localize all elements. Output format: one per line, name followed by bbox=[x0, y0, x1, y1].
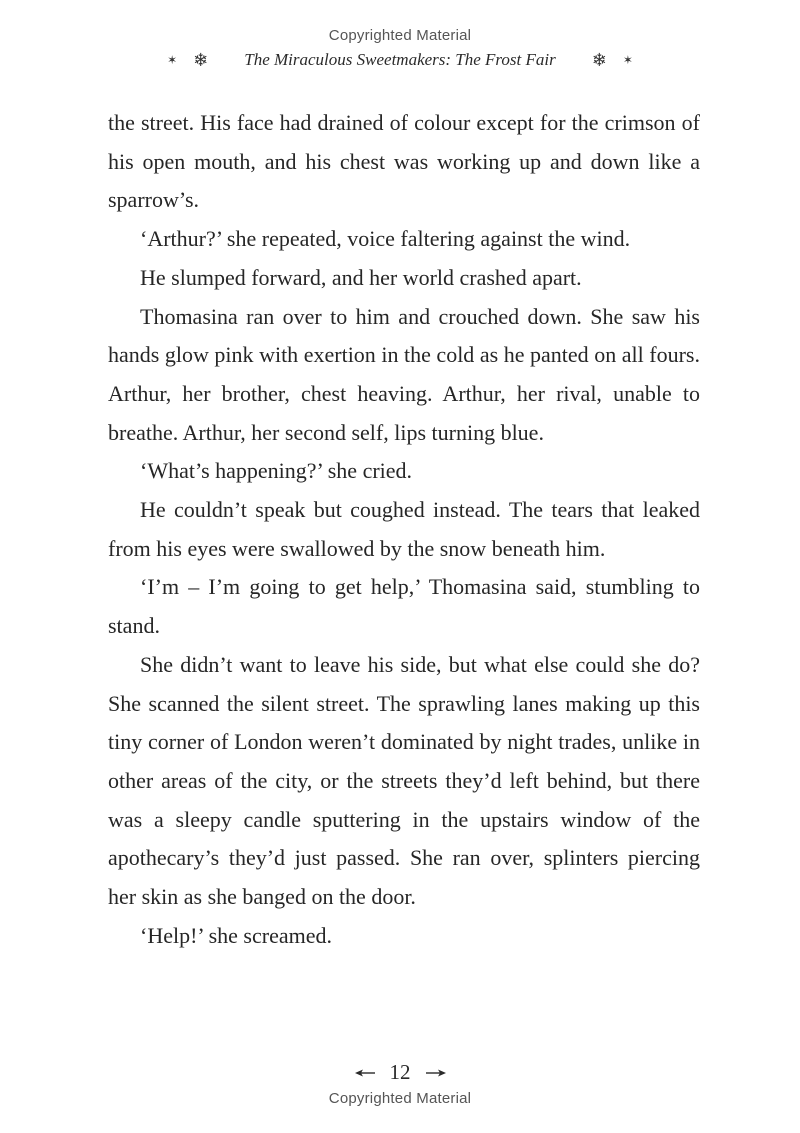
paragraph: ‘I’m – I’m going to get help,’ Thomasina said, stumbling to stand. bbox=[108, 574, 700, 639]
star-ornament-icon: ✶ bbox=[622, 53, 633, 67]
paragraph: ‘Help!’ she screamed. bbox=[140, 922, 332, 948]
paragraph: the street. His face had drained of colour except for the crimson of his open mouth, and his chest was working up and down like a sparrow’s. bbox=[108, 110, 700, 213]
page-body-text bbox=[108, 104, 700, 955]
header-ornament-left bbox=[167, 50, 208, 71]
star-ornament-icon: ✶ bbox=[167, 53, 178, 67]
page-number: 12 bbox=[389, 1060, 411, 1084]
copyright-notice-bottom: Copyrighted Material bbox=[328, 1090, 472, 1107]
right-arrow-ornament-icon bbox=[425, 1068, 447, 1078]
header-ornament-right bbox=[592, 50, 633, 71]
page-number-footer bbox=[0, 1060, 800, 1085]
paragraph: He slumped forward, and her world crashed apart. bbox=[140, 264, 582, 290]
book-title: The Miraculous Sweetmakers: The Frost Fair bbox=[244, 50, 556, 69]
paragraph: She didn’t want to leave his side, but what else could she do? She scanned the silent street. The sprawling lanes making up this tiny corner of London weren’t dominated by night trades, unlike in other areas of the city, or the streets they’d left behind, but there was a sleepy candle sputtering in the upstairs window of the apothecary’s they’d just passed. She ran over, splinters piercing her skin as she banged on the door. bbox=[108, 651, 700, 910]
paragraph: ‘Arthur?’ she repeated, voice faltering against the wind. bbox=[140, 226, 631, 252]
paragraph: ‘What’s happening?’ she cried. bbox=[140, 458, 413, 484]
paragraph: Thomasina ran over to him and crouched down. She saw his hands glow pink with exertion in the cold as he panted on all fours. Arthur, her brother, chest heaving. Arthur, her rival, unable to breathe. Arthur, her second self, lips turning blue. bbox=[108, 303, 700, 445]
snowflake-ornament-icon: ❄ bbox=[591, 49, 607, 71]
copyright-notice-top: Copyrighted Material bbox=[328, 27, 472, 44]
running-header bbox=[0, 46, 800, 74]
paragraph: He couldn’t speak but coughed instead. The tears that leaked from his eyes were swallowed by the snow beneath him. bbox=[108, 497, 700, 561]
snowflake-ornament-icon: ❄ bbox=[193, 49, 209, 71]
left-arrow-ornament-icon bbox=[354, 1068, 376, 1078]
